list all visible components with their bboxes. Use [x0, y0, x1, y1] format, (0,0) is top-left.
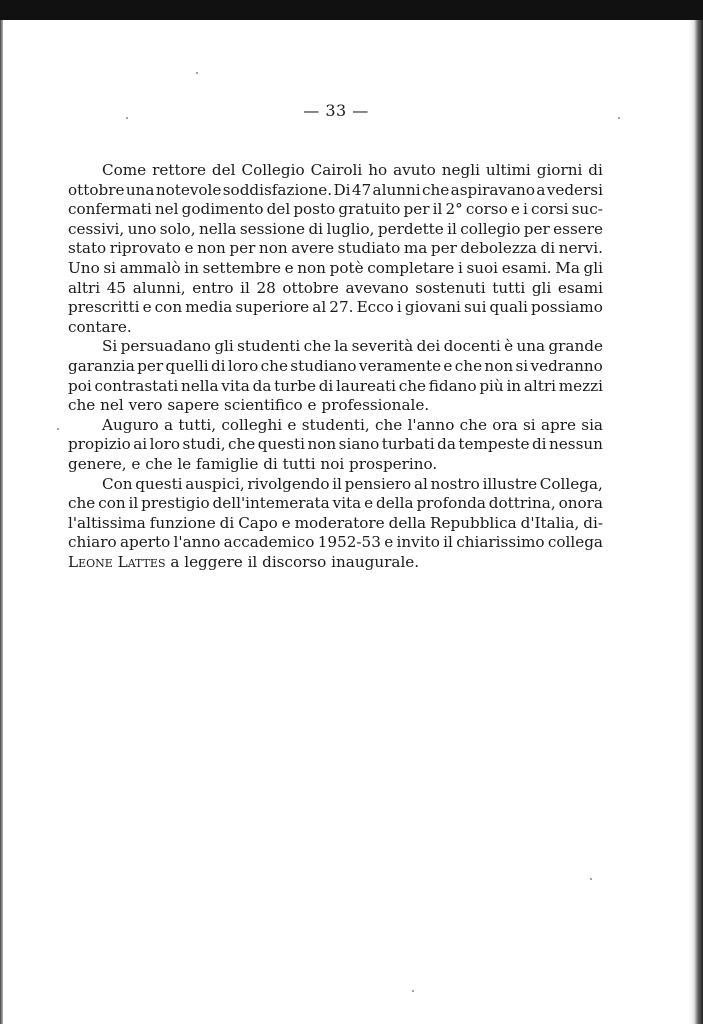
word: vedersi	[546, 180, 603, 199]
word: Si	[102, 337, 118, 356]
word: rivolgendo	[247, 474, 330, 493]
speaker-name: Leone Lattes	[68, 552, 166, 571]
word: essere	[553, 219, 603, 238]
word: laureati	[336, 376, 396, 395]
word: corsi	[530, 200, 569, 219]
word: le	[177, 454, 197, 473]
word: in	[184, 258, 199, 277]
word: ora	[492, 415, 518, 434]
word: sapere	[167, 396, 225, 415]
closing-line	[68, 553, 603, 573]
word: collega	[547, 533, 603, 552]
word: nel	[100, 396, 129, 415]
word: avevano	[345, 278, 409, 297]
text-line	[68, 337, 603, 357]
word: gli	[583, 258, 603, 277]
word: l'anno	[407, 415, 455, 434]
scan-speck	[412, 990, 414, 992]
word: di	[318, 376, 334, 395]
word: di	[531, 435, 547, 454]
word: e	[384, 533, 394, 552]
word: che	[68, 396, 101, 415]
word: una	[516, 337, 546, 356]
word: non	[484, 356, 514, 375]
word: suc-	[571, 200, 603, 219]
word: una	[125, 180, 155, 199]
word: e	[281, 513, 291, 532]
word: vero	[128, 396, 168, 415]
word: studenti	[237, 337, 301, 356]
word: per	[137, 356, 164, 375]
word: pensiero	[344, 474, 412, 493]
word: e	[131, 454, 146, 473]
word: 27.	[329, 298, 354, 317]
word: ammalò	[119, 258, 181, 277]
word: altri	[523, 376, 556, 395]
word: fidano	[428, 376, 477, 395]
word: questi	[257, 435, 306, 454]
word: sostenuti	[415, 278, 486, 297]
word: e	[443, 356, 453, 375]
word: Di	[333, 180, 351, 199]
word: avuto	[393, 161, 436, 179]
text-line	[68, 239, 603, 259]
word: altri	[68, 278, 101, 297]
word: studi,	[182, 435, 226, 454]
word: Auguro	[102, 415, 159, 434]
word: l'anno	[173, 533, 221, 552]
word: che	[145, 454, 178, 473]
word: propizio	[68, 435, 131, 454]
word: e	[142, 298, 152, 317]
word: Capo	[238, 513, 278, 532]
word: esami.	[501, 258, 552, 277]
word: luglio,	[326, 219, 375, 238]
word: che	[459, 415, 487, 434]
word: docenti	[443, 337, 501, 356]
word: moderatore	[294, 513, 385, 532]
word: apre	[540, 415, 576, 434]
word: negli	[441, 161, 480, 179]
word: non	[197, 239, 226, 258]
word: da	[437, 435, 456, 454]
word: per	[403, 200, 430, 219]
word: Repubblica	[430, 513, 517, 532]
word: del	[266, 200, 291, 219]
word: rettore	[152, 161, 206, 179]
text-line	[68, 416, 603, 436]
word: suoi	[466, 258, 499, 277]
word: gli	[214, 337, 234, 356]
scan-left-edge	[0, 20, 3, 1024]
word: per	[229, 239, 256, 258]
word: di	[210, 356, 226, 375]
word: che	[68, 494, 96, 513]
word: non	[297, 258, 326, 277]
text-line	[68, 377, 603, 397]
text-line	[68, 161, 603, 181]
word: godimento	[181, 200, 264, 219]
word: corso	[465, 200, 508, 219]
scan-speck	[126, 117, 128, 119]
word: confermati	[68, 200, 152, 219]
word: uno	[127, 219, 157, 238]
word: illustre	[482, 474, 538, 493]
word: giovani	[404, 298, 461, 317]
word: debolezza	[460, 239, 537, 258]
word: nostro	[430, 474, 480, 493]
word: non	[307, 435, 337, 454]
word: perdette	[377, 219, 444, 238]
word: tutti	[282, 454, 321, 473]
text-line	[68, 181, 603, 201]
word: possiamo	[530, 298, 603, 317]
word: si	[523, 415, 536, 434]
word: per	[430, 239, 457, 258]
word: 28	[256, 278, 276, 297]
word: per	[523, 219, 550, 238]
word: severità	[351, 337, 414, 356]
word: tutti,	[178, 415, 217, 434]
word: e	[364, 494, 374, 513]
body-text	[68, 161, 603, 572]
text-line	[68, 259, 603, 279]
word: nella	[198, 219, 237, 238]
word: è	[504, 337, 514, 356]
word: entro	[192, 278, 234, 297]
word: che	[374, 415, 403, 434]
word: e	[287, 415, 297, 434]
word: poi	[68, 376, 92, 395]
word: di-	[583, 513, 603, 532]
word: in	[506, 376, 522, 395]
word: 2°	[445, 200, 463, 219]
scan-speck	[196, 72, 198, 74]
word: notevole	[155, 180, 222, 199]
word: accademico	[223, 533, 315, 552]
word: dei	[416, 337, 441, 356]
word: auspici,	[185, 474, 245, 493]
word: Cairoli	[310, 161, 363, 179]
word: nessun	[549, 435, 603, 454]
word: al	[413, 474, 428, 493]
word: di	[588, 161, 603, 179]
word: gratuito	[338, 200, 401, 219]
word: non	[258, 239, 288, 258]
word: genere,	[68, 454, 132, 473]
word: più	[479, 376, 504, 395]
word: garanzia	[68, 356, 135, 375]
word: soddisfazione.	[222, 180, 333, 199]
word: d'Italia,	[520, 513, 580, 532]
word: ai	[133, 435, 148, 454]
word: Ecco	[356, 298, 394, 317]
word: nel	[154, 200, 179, 219]
text-line	[68, 396, 603, 416]
word: gli	[531, 278, 552, 297]
word: e	[510, 200, 520, 219]
word: che	[260, 356, 288, 375]
word: prosperino.	[349, 454, 438, 473]
word: della	[388, 513, 427, 532]
word: esami	[557, 278, 603, 297]
word: scientifico	[224, 396, 308, 415]
word: aspiravano	[450, 180, 535, 199]
word: nervi.	[558, 239, 603, 258]
word: settembre	[202, 258, 281, 277]
word: quelli	[165, 356, 209, 375]
word: il	[128, 494, 139, 513]
text-line	[68, 318, 603, 338]
word: colleghi	[221, 415, 283, 434]
text-line	[68, 455, 603, 475]
word: e	[307, 396, 322, 415]
scan-speck	[590, 878, 592, 880]
closing-text: a leggere il discorso inaugurale.	[165, 552, 420, 571]
word: Con	[102, 474, 133, 493]
word: turbati	[381, 435, 435, 454]
word: dottrina,	[488, 494, 556, 513]
word: avere	[291, 239, 335, 258]
word: che	[303, 337, 331, 356]
word: che	[454, 356, 483, 375]
word: completare	[367, 258, 455, 277]
word: il	[332, 474, 342, 493]
text-line	[68, 514, 603, 534]
word: onora	[558, 494, 603, 513]
word: si	[515, 356, 529, 375]
page-number: — 33 —	[303, 101, 369, 120]
word: sessione	[239, 219, 306, 238]
word: funzione	[149, 513, 216, 532]
word: e	[284, 258, 294, 277]
word: il	[432, 200, 443, 219]
word: l'altissima	[68, 513, 146, 532]
text-line	[68, 357, 603, 377]
word: invito	[396, 533, 440, 552]
word: Come	[102, 161, 147, 179]
word: posto	[293, 200, 336, 219]
word: alunni	[372, 180, 421, 199]
word: il	[443, 533, 453, 552]
word: prestigio	[141, 494, 210, 513]
word: contare.	[68, 317, 132, 336]
word: professionale.	[321, 396, 430, 415]
word: prescritti	[68, 298, 140, 317]
word: vita	[221, 376, 250, 395]
word: persuadano	[120, 337, 211, 356]
word: tutti	[492, 278, 526, 297]
word: riprovato	[109, 239, 181, 258]
word: a	[163, 415, 174, 434]
word: ho	[368, 161, 388, 179]
text-line	[68, 533, 603, 553]
word: turbe	[274, 376, 316, 395]
word: solo,	[159, 219, 196, 238]
text-line	[68, 494, 603, 514]
word: i	[522, 200, 528, 219]
text-line	[68, 298, 603, 318]
word: il	[240, 278, 250, 297]
word: questi	[135, 474, 183, 493]
word: grande	[548, 337, 603, 356]
word: mezzi	[558, 376, 603, 395]
word: stato	[68, 239, 107, 258]
word: con	[154, 298, 183, 317]
word: superiore	[235, 298, 310, 317]
scan-speck	[618, 117, 620, 119]
word: chiarissimo	[456, 533, 545, 552]
word: tempeste	[458, 435, 530, 454]
word: famiglie	[196, 454, 264, 473]
word: collegio	[460, 219, 521, 238]
word: Ma	[555, 258, 580, 277]
word: vita	[332, 494, 362, 513]
word: di	[263, 454, 283, 473]
word: 47	[351, 180, 372, 199]
word: veramente	[358, 356, 442, 375]
word: loro	[149, 435, 180, 454]
word: alunni,	[132, 278, 186, 297]
word: ultimi	[485, 161, 531, 179]
word: e	[184, 239, 194, 258]
word: dell'intemerata	[212, 494, 330, 513]
word: studiato	[337, 239, 401, 258]
word: i	[396, 298, 402, 317]
text-line	[68, 220, 603, 240]
word: si	[103, 258, 117, 277]
word: studenti,	[301, 415, 370, 434]
word: che	[422, 180, 450, 199]
word: chiaro	[68, 533, 117, 552]
word: il	[447, 219, 457, 238]
word: cessivi,	[68, 219, 125, 238]
word: studiano	[290, 356, 357, 375]
word: Uno	[68, 258, 100, 277]
word: che	[398, 376, 427, 395]
text-line	[68, 200, 603, 220]
word: noi	[320, 454, 350, 473]
word: sui	[464, 298, 487, 317]
word: giorni	[536, 161, 583, 179]
word: vedranno	[530, 356, 603, 375]
word: Collegio	[241, 161, 305, 179]
scan-speck	[57, 428, 59, 430]
word: al	[312, 298, 327, 317]
word: che	[228, 435, 256, 454]
word: di	[308, 219, 324, 238]
word: la	[334, 337, 349, 356]
word: i	[457, 258, 463, 277]
word: nella	[180, 376, 219, 395]
text-line	[68, 435, 603, 455]
word: di	[219, 513, 235, 532]
word: da	[252, 376, 272, 395]
word: Collega,	[539, 474, 603, 493]
word: ottobre	[282, 278, 339, 297]
scan-top-border	[0, 0, 703, 20]
word: ma	[403, 239, 428, 258]
word: siano	[338, 435, 380, 454]
word: 45	[106, 278, 127, 297]
word: profonda	[416, 494, 486, 513]
word: con	[98, 494, 126, 513]
word: contrastati	[94, 376, 179, 395]
word: quali	[489, 298, 528, 317]
word: media	[185, 298, 233, 317]
scan-right-edge	[689, 20, 703, 1024]
word: del	[211, 161, 236, 179]
word: della	[376, 494, 414, 513]
word: aperto	[119, 533, 171, 552]
word: potè	[329, 258, 364, 277]
word: di	[540, 239, 556, 258]
word: loro	[227, 356, 259, 375]
word: a	[536, 180, 546, 199]
text-line	[68, 279, 603, 299]
word: sia	[581, 415, 603, 434]
word: ottobre	[68, 180, 125, 199]
word: 1952-53	[317, 533, 381, 552]
text-line	[68, 475, 603, 495]
